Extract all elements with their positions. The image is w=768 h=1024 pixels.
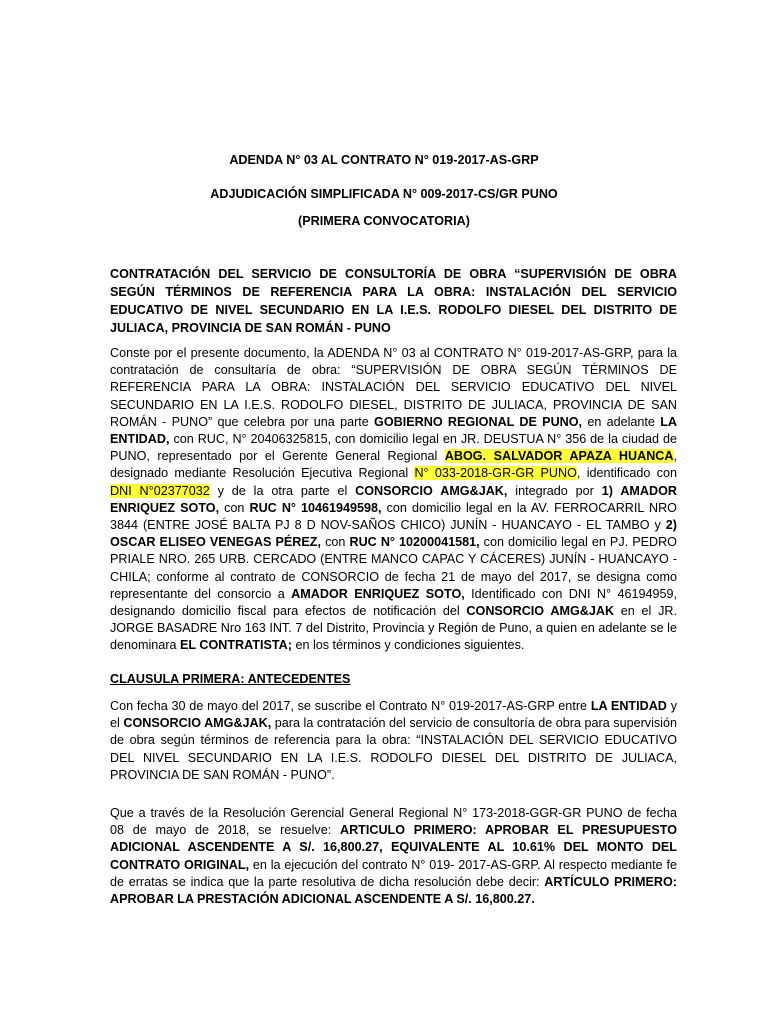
highlight-dni: DNI N°02377032 (110, 483, 210, 498)
highlight-name: ABOG. SALVADOR APAZA HUANCA (444, 449, 674, 464)
document-title: ADENDA N° 03 AL CONTRATO N° 019-2017-AS-GRP (229, 153, 539, 167)
intro-paragraph: Conste por el presente documento, la ADENDA N° 03 al CONTRATO N° 019-2017-AS-GRP, para la contratación de consultaría de obra: “SUPERVISIÓN DE OBRA SEGÚN TÉRMINOS DE REFERENCIA PARA LA OBRA: INSTALACIÓN DEL SERVICIO EDUCATIVO DEL NIVEL SECUNDARIO EN LA I.E.S. RODOLFO DIESEL, DISTRITO DE JULIACA, PROVINCIA DE SAN ROMÁN - PUNO” que celebra por una parte GOBIERNO REGIONAL DE PUNO, en adelante LA ENTIDAD, con RUC, N° 20406325815, con domicilio legal en JR. DEUSTUA N° 356 de la ciudad de PUNO, representado por el Gerente General Regional ABOG. SALVADOR APAZA HUANCA, designado mediante Resolución Ejecutiva Regional N° 033-2018-GR-GR PUNO, identificado con DNI N°02377032 y de la otra parte el CONSORCIO AMG&JAK, integrado por 1) AMADOR ENRIQUEZ SOTO, con RUC N° 10461949598, con domicilio legal en la AV. FERROCARRIL NRO 3844 (ENTRE JOSÉ BALTA PJ 8 D NOV-SAÑOS CHICO) JUNÍN - HUANCAYO - EL TAMBO y 2) OSCAR ELISEO VENEGAS PÉREZ, con RUC N° 10200041581, con domicilio legal en PJ. PEDRO PRIALE NRO. 265 URB. CERCADO (ENTRE MANCO CAPAC Y CÁCERES) JUNÍN - HUANCAYO - CHILA; conforme al contrato de CONSORCIO de fecha 21 de mayo del 2017, se designa como representante del consorcio a AMADOR ENRIQUEZ SOTO, Identificado con DNI N° 46194959, designando domicilio fiscal para efectos de notificación del CONSORCIO AMG&JAK en el JR. JORGE BASADRE Nro 163 INT. 7 del Distrito, Provincia y Región de Puno, a quien en adelante se le denominara EL CONTRATISTA; en los términos y condiciones siguientes. (110, 346, 678, 653)
document-subtitle: ADJUDICACIÓN SIMPLIFICADA N° 009-2017-CS/GR PUNO (210, 187, 558, 201)
highlight-resolution: N° 033-2018-GR-GR PUNO (414, 466, 577, 481)
document-call-label: (PRIMERA CONVOCATORIA) (298, 214, 470, 228)
contract-subject: CONTRATACIÓN DEL SERVICIO DE CONSULTORÍA DE OBRA “SUPERVISIÓN DE OBRA SEGÚN TÉRMINOS DE REFERENCIA PARA LA OBRA: INSTALACIÓN DEL SERVICIO EDUCATIVO DE NIVEL SECUNDARIO EN LA I.E.S. RODOLFO DIESEL DEL DISTRITO DE JULIACA, PROVINCIA DE SAN ROMÁN - PUNO (110, 267, 677, 335)
clausula-primera-heading: CLAUSULA PRIMERA: ANTECEDENTES (110, 672, 351, 686)
antecedentes-paragraph-1: Con fecha 30 de mayo del 2017, se suscribe el Contrato N° 019-2017-AS-GRP entre LA ENTIDAD y el CONSORCIO AMG&JAK, para la contratación del servicio de consultoría de obra para supervisión de obra según términos de referencia para la obra: “INSTALACIÓN DEL SERVICIO EDUCATIVO DEL NIVEL SECUNDARIO EN LA I.E.S. RODOLFO DIESEL DEL DISTRITO DE JULIACA, PROVINCIA DE SAN ROMÁN - PUNO”. (110, 699, 677, 782)
antecedentes-paragraph-2: Que a través de la Resolución Gerencial General Regional N° 173-2018-GGR-GR PUNO de fecha 08 de mayo de 2018, se resuelve: ARTICULO PRIMERO: APROBAR EL PRESUPUESTO ADICIONAL ASCENDENTE A S/. 16,800.27, EQUIVALENTE AL 10.61% DEL MONTO DEL CONTRATO ORIGINAL, en la ejecución del contrato N° 019- 2017-AS-GRP. Al respecto mediante fe de erratas se indica que la parte resolutiva de dicha resolución debe decir: ARTÍCULO PRIMERO: APROBAR LA PRESTACIÓN ADICIONAL ASCENDENTE A S/. 16,800.27. (110, 806, 677, 907)
